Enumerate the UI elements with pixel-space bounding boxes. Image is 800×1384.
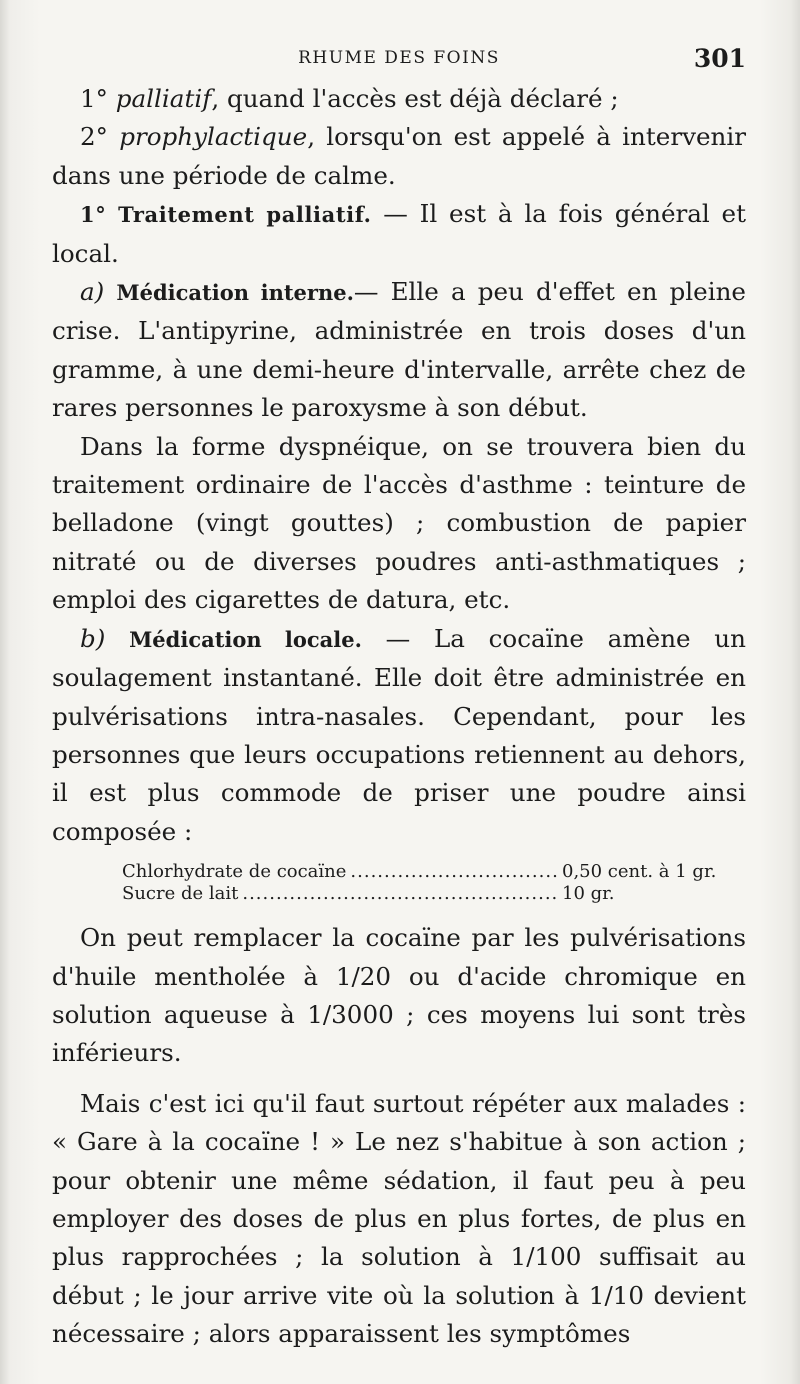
ingredient-name: Sucre de lait [122,883,239,905]
recipe-row [122,883,742,905]
section-text: — Il est à la fois général et local. [52,199,746,268]
running-head [52,44,746,74]
ingredient-dose: 10 gr. [562,883,615,905]
item-text: , quand l'accès est déjà déclaré ; [211,84,619,113]
subsection-text: — La cocaïne amène un soulagement instantané. Elle doit être administrée en pulvérisations intra-nasales. Cependant, pour les personnes que leurs occupations retiennent au dehors, il est plus commode de priser une poudre ainsi composée : [52,623,746,846]
paragraph-warning: Mais c'est ici qu'il faut surtout répéter aux malades : « Gare à la cocaïne ! » Le nez s'habitue à son action ; pour obtenir une même sédation, il faut peu à peu employer des doses de plus en plus fortes, de plus en plus rapprochées ; la solution à 1/100 suffisait au début ; le jour arrive vite où la solution à 1/10 devient nécessaire ; alors apparaissent les symptômes [52,1088,746,1349]
subsection-text: — Elle a peu d'effet en pleine crise. L'antipyrine, administrée en trois doses d'un gramme, à une demi-heure d'intervalle, arrête chez de rares personnes le paroxysme à son début. [52,277,746,423]
section-heading: 1° Traitement palliatif. [80,202,372,228]
recipe-row [122,861,742,883]
leader-dots [350,861,558,883]
subsection-heading: Médication interne. [116,280,354,306]
body-text [52,80,746,1354]
running-title: RHUME DES FOINS [298,48,500,68]
paragraph-palliative [52,80,746,118]
page-number: 301 [693,44,746,73]
item-text: , lorsqu'on est appelé à intervenir dans une période de calme. [52,122,746,190]
recipe-table [122,861,742,905]
paragraph-internal-medication [52,273,746,428]
leader-dots [242,883,558,905]
paragraph-alternatives: On peut remplacer la cocaïne par les pulvérisations d'huile mentholée à 1/20 ou d'acide chromique en solution aqueuse à 1/3000 ; ces moyens lui sont très inférieurs. [52,923,746,1068]
paragraph-section-palliative [52,195,746,273]
subsection-letter: b) [80,623,106,653]
term-palliative: palliatif [115,84,212,113]
ingredient-dose: 0,50 cent. à 1 gr. [562,861,717,883]
item-number: 1° [80,84,108,113]
paragraph-dyspnea: Dans la forme dyspnéique, on se trouvera bien du traitement ordinaire de l'accès d'asthme : teinture de belladone (vingt gouttes) ; combustion de papier nitraté ou de diverses poudres anti-asthmatiques ; emploi des cigarettes de datura, etc. [52,431,746,615]
item-number: 2° [80,122,108,152]
ingredient-name: Chlorhydrate de cocaïne [122,861,347,883]
subsection-heading: Médication locale. [129,626,362,652]
paragraph-prophylactic [52,118,746,195]
paragraph-local-medication [52,620,746,851]
subsection-letter: a) [80,277,105,307]
term-prophylactic: prophylactique [119,122,308,152]
